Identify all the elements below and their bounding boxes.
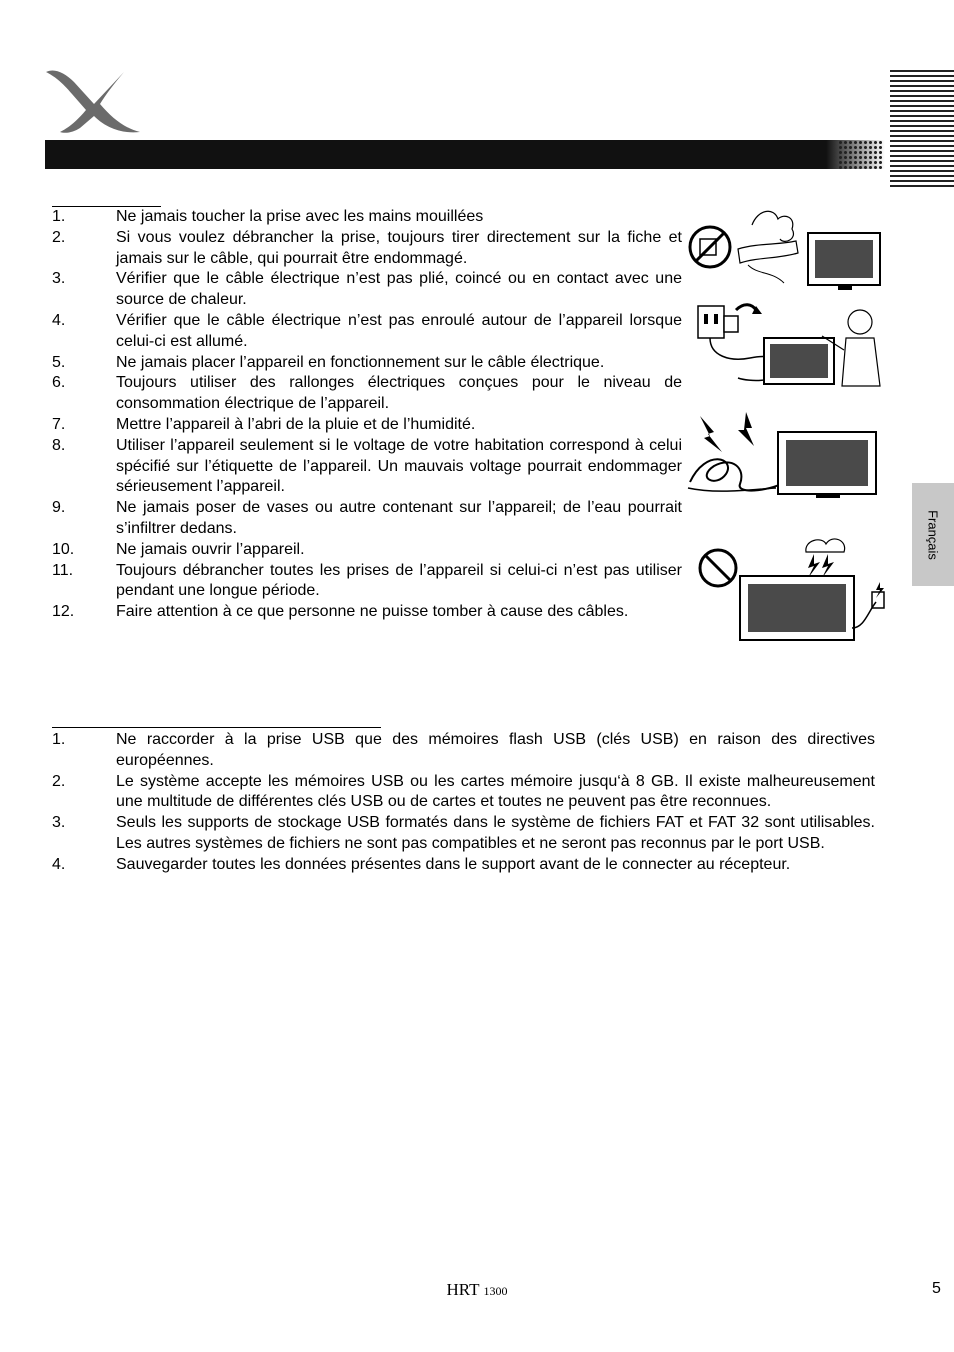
list-item: 7. Mettre l’appareil à l’abri de la pluie et de l’humidité. — [52, 415, 476, 433]
section2-heading-rule — [52, 727, 381, 728]
page-number: 5 — [932, 1280, 941, 1297]
list-item: 10. Ne jamais ouvrir l’appareil. — [52, 540, 305, 558]
list-item: 3. Seuls les supports de stockage USB formatés dans le système de fichiers FAT et FAT 32 sont utilisables. Les autres systèmes de fichiers ne sont pas compatibles et ne seront pas reconnus par le port USB. — [52, 814, 875, 852]
header-bar-dots — [838, 140, 884, 169]
x-brand-logo-icon — [44, 68, 144, 136]
list-item: 4. Sauvegarder toutes les données présentes dans le support avant de le connecter au récepteur. — [52, 855, 791, 873]
list-item: 12. Faire attention à ce que personne ne puisse tomber à cause des câbles. — [52, 603, 629, 621]
model-name: HRT — [446, 1280, 480, 1299]
list-item: 5. Ne jamais placer l’appareil en fonctionnement sur le câble électrique. — [52, 353, 605, 371]
list-item: 9. Ne jamais poser de vases ou autre contenant sur l’appareil; de l’eau pourrait s’infiltrer dedans. — [52, 499, 682, 537]
list-item: 1. Ne jamais toucher la prise avec les mains mouillées — [52, 208, 484, 225]
language-tab — [912, 483, 954, 586]
list-item: 3. Vérifier que le câble électrique n’est pas plié, coincé ou en contact avec une source de chaleur. — [52, 270, 682, 309]
unplug-cable-illustration — [690, 298, 886, 394]
model-number: 1300 — [483, 1284, 508, 1298]
header-bar — [45, 140, 885, 169]
list-item: 2. Si vous voulez débrancher la prise, toujours tirer directement sur la fiche et jamais sur le câble, qui pourrait être endommagé. — [52, 228, 682, 267]
list-item: 1. Ne raccorder à la prise USB que des mémoires flash USB (clés USB) en raison des directives européennes. — [52, 731, 875, 769]
decorative-stripes — [890, 70, 954, 196]
storm-unplug-illustration — [696, 532, 886, 644]
list-item: 8. Utiliser l’appareil seulement si le voltage de votre habitation correspond à celui spécifié sur l’étiquette de l’appareil. Un mauvais voltage pourrait endommager sérieusement l’appareil. — [52, 436, 682, 496]
list-item: 2. Le système accepte les mémoires USB ou les cartes mémoire jusqu‘à 8 GB. Il existe malheureusement une multitude de différentes clés USB ou de cartes et toutes ne peuvent pas être reconnues. — [52, 772, 875, 811]
list-item: 6. Toujours utiliser des rallonges électriques conçues pour le niveau de consommation électrique de l’appareil. — [52, 374, 682, 413]
safety-list — [52, 207, 682, 623]
language-tab-label: Français — [925, 509, 941, 560]
list-item: 4. Vérifier que le câble électrique n’est pas enroulé autour de l’appareil lorsque celui-ci est allumé. — [52, 311, 682, 350]
usb-list — [52, 730, 875, 876]
footer-model — [0, 1280, 954, 1300]
cable-lightning-illustration — [686, 408, 882, 500]
list-item: 11. Toujours débrancher toutes les prises de l’appareil si celui-ci n’est pas utiliser pendant une longue période. — [52, 561, 682, 600]
wet-hands-warning-illustration — [688, 205, 884, 293]
